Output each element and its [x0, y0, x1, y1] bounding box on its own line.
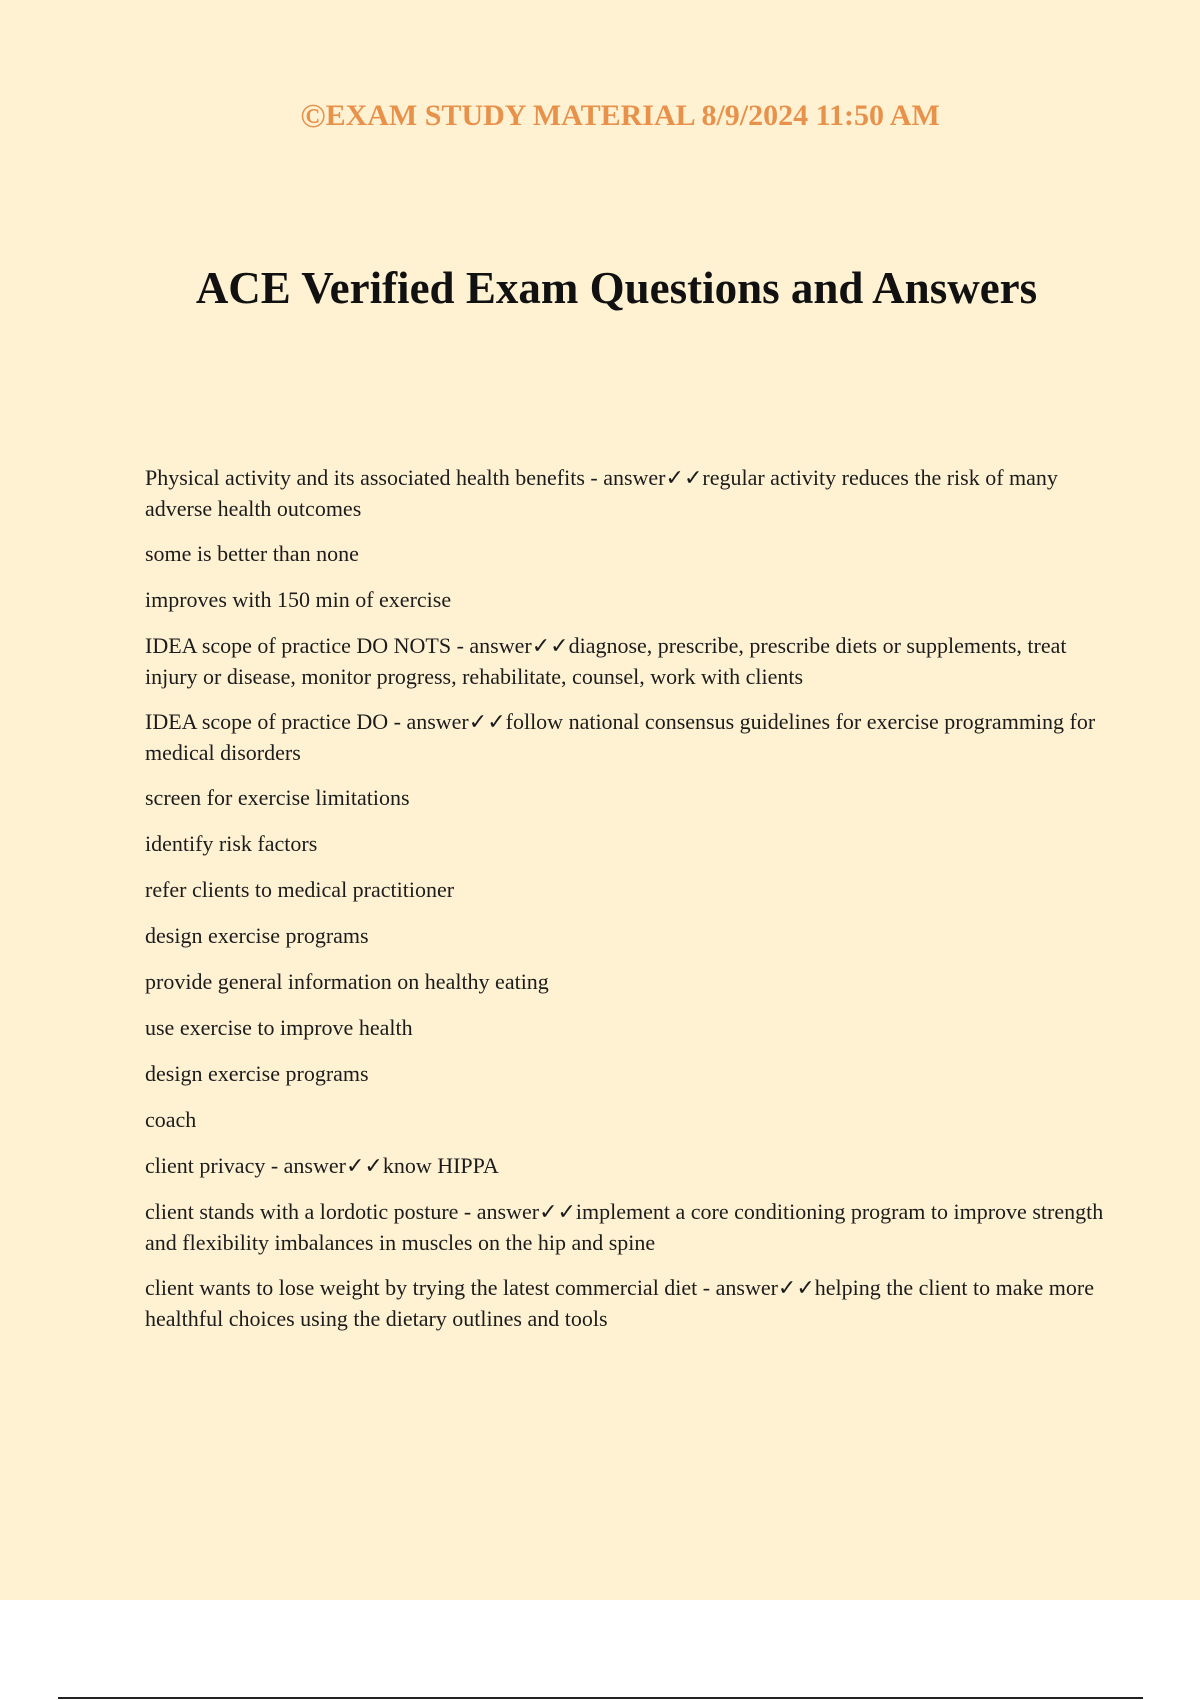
- qa-item: client wants to lose weight by trying the latest commercial diet - answer✓✓helping the client to make more healthful choices using the dietary outlines and tools: [145, 1275, 1094, 1331]
- qa-item: screen for exercise limitations: [145, 785, 410, 810]
- watermark-text: EXAM STUDY MATERIAL 8/9/2024 11:50 AM: [325, 99, 940, 132]
- qa-item: identify risk factors: [145, 831, 318, 856]
- qa-item: provide general information on healthy eating: [145, 969, 549, 994]
- qa-item: use exercise to improve health: [145, 1015, 413, 1040]
- qa-list: [145, 462, 1105, 1348]
- qa-item: design exercise programs: [145, 923, 369, 948]
- qa-item: IDEA scope of practice DO - answer✓✓follow national consensus guidelines for exercise programming for medical disorders: [145, 709, 1096, 765]
- copyright-icon: ©: [300, 98, 326, 135]
- qa-item: some is better than none: [145, 541, 359, 566]
- qa-item: improves with 150 min of exercise: [145, 587, 452, 612]
- qa-item: refer clients to medical practitioner: [145, 877, 455, 902]
- qa-item: IDEA scope of practice DO NOTS - answer✓✓diagnose, prescribe, prescribe diets or supplements, treat injury or disease, monitor progress, rehabilitate, counsel, work with clients: [145, 633, 1067, 689]
- document-title: ACE Verified Exam Questions and Answers: [195, 263, 1038, 313]
- qa-item: client privacy - answer✓✓know HIPPA: [145, 1153, 499, 1178]
- qa-item: client stands with a lordotic posture - answer✓✓implement a core conditioning program to improve strength and flexibility imbalances in muscles on the hip and spine: [145, 1199, 1104, 1255]
- qa-item: coach: [145, 1107, 197, 1132]
- watermark-header: [0, 98, 1200, 136]
- qa-item: Physical activity and its associated health benefits - answer✓✓regular activity reduces the risk of many adverse health outcomes: [145, 465, 1058, 521]
- qa-item: design exercise programs: [145, 1061, 369, 1086]
- footer-divider: [58, 1697, 1143, 1699]
